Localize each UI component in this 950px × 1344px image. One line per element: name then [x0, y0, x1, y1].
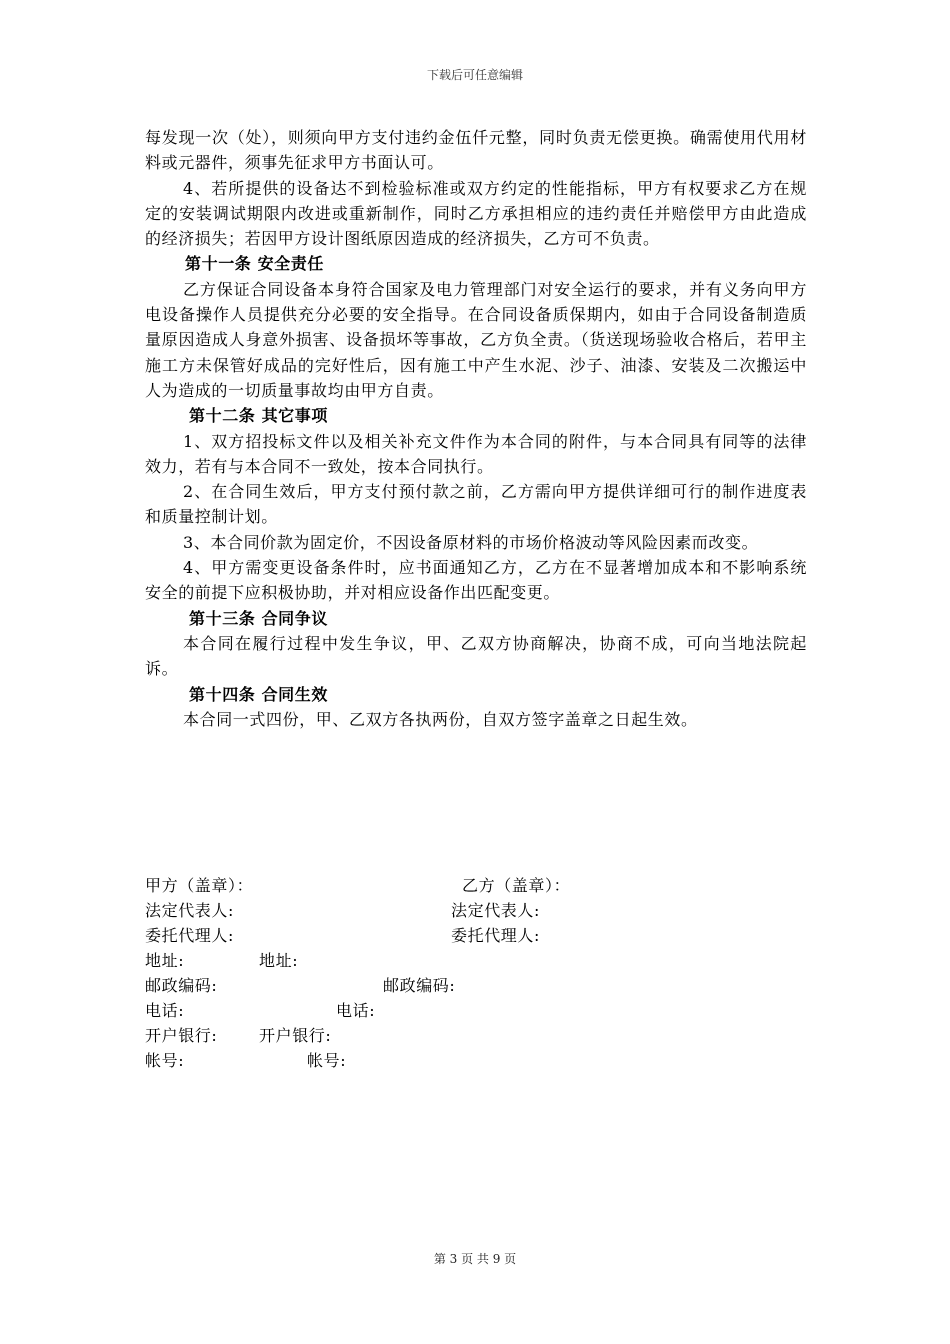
party-b-address-label: 地址:: [259, 951, 299, 970]
party-a-bank-label: 开户银行:: [145, 1026, 218, 1045]
party-b-agent-label: 委托代理人:: [451, 926, 540, 945]
party-b-phone-label: 电话:: [336, 1001, 376, 1020]
paragraph-penalty: 每发现一次（处），则须向甲方支付违约金伍仟元整，同时负责无偿更换。确需使用代用材料或元器件，须事先征求甲方书面认可。: [145, 128, 807, 173]
party-a-agent-label: 委托代理人:: [145, 926, 234, 945]
article-13-heading: 第十三条 合同争议: [189, 608, 328, 628]
contract-body: [145, 125, 807, 732]
party-a-phone-label: 电话:: [145, 1001, 185, 1020]
paragraph-safety: 乙方保证合同设备本身符合国家及电力管理部门对安全运行的要求，并有义务向甲方电设备操作人员提供充分必要的安全指导。在合同设备质保期内，如由于合同设备制造质量原因造成人身意外损害、设备损坏等事故，乙方负全责。（货送现场验收合格后，若甲主施工方未保管好成品的完好性后，因有施工中产生水泥、沙子、油漆、安装及二次搬运中人为造成的一切质量事故均由甲方自责。: [145, 279, 807, 400]
paragraph-other-2: 2、在合同生效后，甲方支付预付款之前，乙方需向甲方提供详细可行的制作进度表和质量控制计划。: [145, 482, 807, 527]
paragraph-effective: 本合同一式四份，甲、乙双方各执两份，自双方签字盖章之日起生效。: [183, 709, 698, 729]
paragraph-other-4: 4、甲方需变更设备条件时，应书面通知乙方，乙方在不显著增加成本和不影响系统安全的前提下应积极协助，并对相应设备作出匹配变更。: [145, 558, 807, 603]
party-a-zip-label: 邮政编码:: [145, 976, 218, 995]
page-footer: 第 3 页 共 9 页: [433, 1252, 517, 1266]
party-a-account-label: 帐号:: [145, 1051, 185, 1070]
party-a-address-label: 地址:: [145, 951, 185, 970]
article-11-heading: 第十一条 安全责任: [185, 254, 324, 274]
party-a-rep-label: 法定代表人:: [145, 901, 234, 920]
party-b-rep-label: 法定代表人:: [451, 901, 540, 920]
article-14-heading: 第十四条 合同生效: [189, 684, 328, 704]
party-b-account-label: 帐号:: [307, 1051, 347, 1070]
paragraph-dispute: 本合同在履行过程中发生争议，甲、乙双方协商解决，协商不成，可向当地法院起诉。: [145, 633, 807, 679]
party-b-bank-label: 开户银行:: [259, 1026, 332, 1045]
paragraph-other-3: 3、本合同价款为固定价，不因设备原材料的市场价格波动等风险因素而改变。: [183, 532, 759, 552]
article-12-heading: 第十二条 其它事项: [189, 406, 328, 426]
party-b-seal-label: 乙方（盖章）：: [462, 876, 571, 895]
page-header: 下载后可任意编辑: [426, 68, 523, 82]
paragraph-item-4: 4、若所提供的设备达不到检验标准或双方约定的性能指标，甲方有权要求乙方在规定的安装调试期限内改进或重新制作，同时乙方承担相应的违约责任并赔偿甲方由此造成的经济损失；若因甲方设计图纸原因造成的经济损失，乙方可不负责。: [145, 178, 807, 249]
party-b-zip-label: 邮政编码:: [383, 976, 456, 995]
paragraph-other-1: 1、双方招投标文件以及相关补充文件作为本合同的附件，与本合同具有同等的法律效力，若有与本合同不一致处，按本合同执行。: [145, 431, 807, 476]
party-a-seal-label: 甲方（盖章）：: [145, 876, 254, 895]
